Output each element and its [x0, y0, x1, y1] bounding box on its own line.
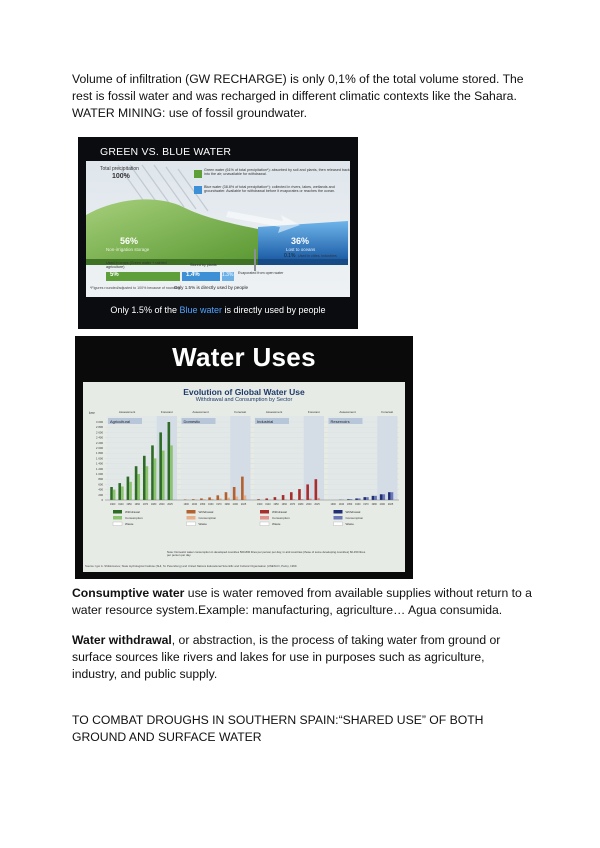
forecast-zone — [377, 416, 398, 500]
caption-highlight: Blue water — [179, 305, 222, 315]
bar-withdrawal — [143, 456, 146, 500]
caption-post: is directly used by people — [222, 305, 326, 315]
legend-swatch-waste — [113, 522, 122, 526]
x-tick-label: 1940 — [338, 503, 345, 506]
bar-withdrawal — [241, 477, 244, 500]
x-tick-label: 1970 — [216, 503, 222, 506]
x-tick-label: 1950 — [199, 503, 206, 506]
bar-consumption — [146, 466, 149, 500]
row-a-value: 5% — [110, 272, 119, 278]
right-percent: 36% — [291, 236, 310, 246]
period-label-forecast: Forecast — [307, 410, 320, 414]
panel-name: Industrial — [257, 418, 274, 424]
y-tick-label: 2 200 — [96, 440, 103, 445]
legend-withdrawal: Withdrawal — [125, 510, 140, 514]
legend-swatch-consumption — [260, 516, 269, 520]
x-tick-label: 2000 — [159, 503, 165, 506]
panel-name: Agricultural — [110, 418, 131, 424]
x-tick-label: 1940 — [191, 503, 198, 506]
figure1-footnote: *Figures rounded/adjusted to 100% because of rounding — [90, 286, 180, 290]
bar-withdrawal — [355, 498, 358, 500]
legend-swatch-withdrawal — [187, 510, 196, 514]
legend-swatch-waste — [334, 522, 343, 526]
figure1-footnote2: Only 1.5% is directly used by people — [174, 285, 249, 290]
bar-consumption — [374, 496, 377, 500]
chart-subtitle: Withdrawal and Consumption by Sector — [195, 397, 293, 403]
y-tick-label: 3 000 — [96, 420, 103, 424]
figure1-caption — [78, 305, 358, 315]
x-tick-label: 1940 — [265, 503, 271, 506]
y-tick-label: 2 800 — [96, 425, 103, 430]
drought-paragraph: TO COMBAT DROUGHS IN SOUTHERN SPAIN:“SHARED USE” OF BOTH GROUND AND SURFACE WATER — [72, 713, 484, 744]
period-label-assessment: Assessment — [265, 410, 283, 414]
legend-swatch-consumption — [187, 516, 196, 520]
bar-withdrawal — [168, 422, 171, 500]
y-tick-label: 1 400 — [96, 461, 103, 466]
bar-withdrawal — [118, 483, 121, 500]
green-vs-blue-water-figure — [78, 137, 358, 329]
bar-withdrawal — [363, 497, 366, 500]
intro-paragraph: Volume of infiltration (GW RECHARGE) is only 0,1% of the total volume stored. The rest is fossil water and was recharged in different climatic contexts like the Sahara. WATER MINING: use of fossil groundwater. — [72, 72, 524, 120]
water-uses-title: Water Uses — [172, 342, 316, 372]
chart-title: Evolution of Global Water Use — [183, 387, 305, 397]
bar-withdrawal — [265, 498, 268, 500]
bar-withdrawal — [290, 492, 293, 500]
legend-swatch-withdrawal — [260, 510, 269, 514]
bar-consumption — [170, 445, 173, 500]
x-tick-label: 1950 — [346, 503, 353, 506]
consumptive-water-definition: use is water removed from available supplies without return to a water resource system.Example: manufacturing, agriculture… Agua consumida. — [72, 586, 532, 617]
y-axis-unit: km³ — [89, 411, 95, 415]
consumptive-water-paragraph — [72, 585, 532, 619]
x-tick-label: 1950 — [126, 503, 132, 506]
period-label-assessment: Assessment — [192, 410, 209, 414]
bar-withdrawal — [135, 466, 138, 500]
bar-withdrawal — [216, 495, 219, 500]
legend-waste: Waste — [125, 522, 134, 526]
x-tick-label: 1900 — [110, 503, 116, 506]
bar-withdrawal — [233, 487, 236, 500]
y-tick-label: 1 800 — [96, 451, 103, 456]
bar-withdrawal — [200, 498, 203, 500]
legend-withdrawal: Withdrawal — [272, 510, 287, 514]
bar-consumption — [113, 490, 116, 500]
bar-consumption — [382, 494, 385, 500]
bar-withdrawal — [127, 477, 130, 500]
legend-swatch-withdrawal — [113, 510, 122, 514]
left-percent: 56% — [120, 236, 139, 246]
bar-consumption — [162, 451, 165, 500]
x-tick-label: 2025 — [240, 503, 247, 506]
legend-consumption: Consumption — [125, 516, 143, 520]
bar-consumption — [219, 498, 222, 500]
chart-source: Source: Igor A. Shiklomanov, State Hydrological Institute (SHI, St. Petersburg) and United Nations Educational Scientific and Cultural Organisation (UNESCO, Paris), 1999. — [85, 564, 298, 568]
y-tick-label: 600 — [98, 482, 103, 487]
legend-swatch-waste — [187, 522, 196, 526]
total-precip-label: Total precipitation — [100, 166, 139, 172]
x-tick-label: 1980 — [224, 503, 230, 506]
bar-consumption — [358, 498, 361, 500]
x-tick-label: 2000 — [232, 503, 238, 506]
bar-consumption — [244, 495, 247, 500]
y-tick-label: 2 000 — [96, 446, 103, 450]
legend-withdrawal: Withdrawal — [198, 510, 214, 514]
right-percent-label: Lost to oceans — [286, 247, 316, 252]
legend-swatch-consumption — [113, 516, 122, 520]
bar-withdrawal — [315, 479, 318, 500]
small-percent-label: Used in cities, industries — [298, 254, 337, 258]
bar-withdrawal — [151, 445, 154, 500]
x-tick-label: 1940 — [118, 503, 124, 506]
x-tick-label: 2025 — [314, 503, 320, 506]
assessment-zone — [328, 416, 378, 500]
row-b-label: Stored by plants — [190, 263, 217, 267]
x-tick-label: 2025 — [387, 503, 394, 506]
x-tick-label: 1970 — [289, 503, 296, 506]
x-tick-label: 1960 — [355, 503, 361, 506]
x-tick-label: 1970 — [363, 503, 369, 506]
x-tick-label: 2000 — [306, 503, 312, 506]
period-label-forecast: Forecast — [160, 410, 173, 414]
chart-note: Note: Domestic water consumption in developed countries 500-800 litres per person per day; in arid countries (those of some developing countries) 60-150 litres per person per day. — [167, 550, 366, 558]
y-tick-label: 800 — [98, 477, 103, 482]
row-b-value: 1.4% — [186, 272, 200, 278]
x-tick-label: 1970 — [142, 503, 149, 506]
bar-withdrawal — [208, 497, 211, 500]
water-withdrawal-paragraph — [72, 632, 532, 683]
y-tick-label: 1 200 — [96, 466, 103, 471]
x-tick-label: 2000 — [379, 503, 385, 506]
x-tick-label: 1900 — [257, 503, 263, 506]
bar-consumption — [154, 458, 157, 500]
bar-consumption — [317, 498, 320, 500]
legend-swatch-withdrawal — [334, 510, 343, 514]
legend-withdrawal: Withdrawal — [345, 510, 361, 514]
assessment-zone — [181, 416, 231, 500]
bar-withdrawal — [298, 489, 301, 500]
period-label-forecast: Forecast — [234, 410, 247, 414]
bar-withdrawal — [225, 492, 228, 500]
assessment-zone — [254, 416, 304, 500]
figure1-title: GREEN VS. BLUE WATER — [100, 146, 232, 158]
bar-withdrawal — [110, 487, 113, 500]
legend-consumption: Consumption — [198, 516, 217, 520]
bar-withdrawal — [282, 495, 285, 500]
legend-consumption: Consumption — [345, 516, 364, 520]
period-label-assessment: Assessment — [339, 410, 356, 414]
assessment-zone — [107, 416, 157, 500]
y-tick-label: 400 — [98, 487, 103, 492]
bar-consumption — [391, 492, 394, 500]
legend-swatch-consumption — [334, 516, 343, 520]
y-tick-label: 0 — [101, 498, 103, 502]
legend-consumption: Consumption — [272, 516, 290, 520]
small-percent: 0.1% — [284, 253, 296, 259]
water-uses-figure — [75, 336, 413, 579]
bar-consumption — [235, 497, 238, 500]
water-uses-chart — [83, 382, 405, 572]
caption-pre: Only 1.5% of the — [110, 305, 180, 315]
legend-waste: Waste — [272, 522, 281, 526]
row-c-label: Evaporated from open water — [238, 271, 284, 275]
y-tick-label: 1 600 — [96, 456, 103, 461]
period-label-forecast: Forecast — [381, 410, 394, 414]
bar-withdrawal — [159, 432, 162, 500]
x-tick-label: 2025 — [167, 503, 173, 506]
bar-consumption — [121, 486, 124, 500]
water-withdrawal-term: Water withdrawal — [72, 633, 172, 647]
x-tick-label: 1980 — [150, 503, 157, 506]
bar-withdrawal — [306, 484, 309, 500]
blue-water-legend: Blue water (38.8% of total precipitation*): collected in rivers, lakes, wetlands and groundwater. Available for withdrawal before it evaporates or reaches the ocean. — [204, 185, 336, 194]
x-tick-label: 1950 — [273, 503, 279, 506]
legend-waste: Waste — [345, 522, 354, 526]
x-tick-label: 1900 — [183, 503, 189, 506]
bar-consumption — [366, 497, 369, 500]
green-water-legend: Green water (61% of total precipitation*): absorbed by soil and plants, then released back into the air; unavailable for withdrawal. — [204, 168, 350, 177]
x-tick-label: 1980 — [297, 503, 304, 506]
x-tick-label: 1900 — [330, 503, 336, 506]
bar-withdrawal — [380, 494, 383, 500]
row-a-label: Used in crops (Green water + rainfed agriculture) — [106, 261, 167, 270]
y-tick-label: 200 — [98, 492, 103, 497]
y-tick-label: 2 400 — [96, 435, 103, 440]
x-tick-label: 1980 — [371, 503, 377, 506]
y-tick-label: 2 600 — [96, 430, 103, 435]
legend-swatch-waste — [260, 522, 269, 526]
bar-withdrawal — [372, 496, 375, 500]
total-precip-value: 100% — [112, 173, 130, 180]
x-tick-label: 1960 — [281, 503, 287, 506]
y-tick-label: 1 000 — [96, 472, 103, 476]
bar-consumption — [227, 498, 230, 500]
x-tick-label: 1960 — [134, 503, 140, 506]
panel-name: Reservoirs — [330, 418, 350, 424]
row-c-value: 1.3% — [222, 272, 234, 278]
panel-name: Domestic — [183, 418, 201, 424]
bar-consumption — [129, 482, 132, 500]
x-tick-label: 1960 — [208, 503, 214, 506]
bar-consumption — [137, 474, 140, 500]
consumptive-water-term: Consumptive water — [72, 586, 185, 600]
legend-waste: Waste — [198, 522, 207, 526]
bar-withdrawal — [388, 492, 391, 500]
period-label-assessment: Assessment — [118, 410, 136, 414]
chart-panel — [83, 382, 405, 572]
bar-consumption — [309, 499, 312, 500]
water-withdrawal-definition: , or abstraction, is the process of taking water from ground or surface sources like rivers and lakes for use in purposes such as agriculture, industry, and public supply. — [72, 633, 501, 681]
bar-withdrawal — [274, 497, 277, 500]
left-percent-label: Non-irrigation storage — [106, 247, 150, 252]
